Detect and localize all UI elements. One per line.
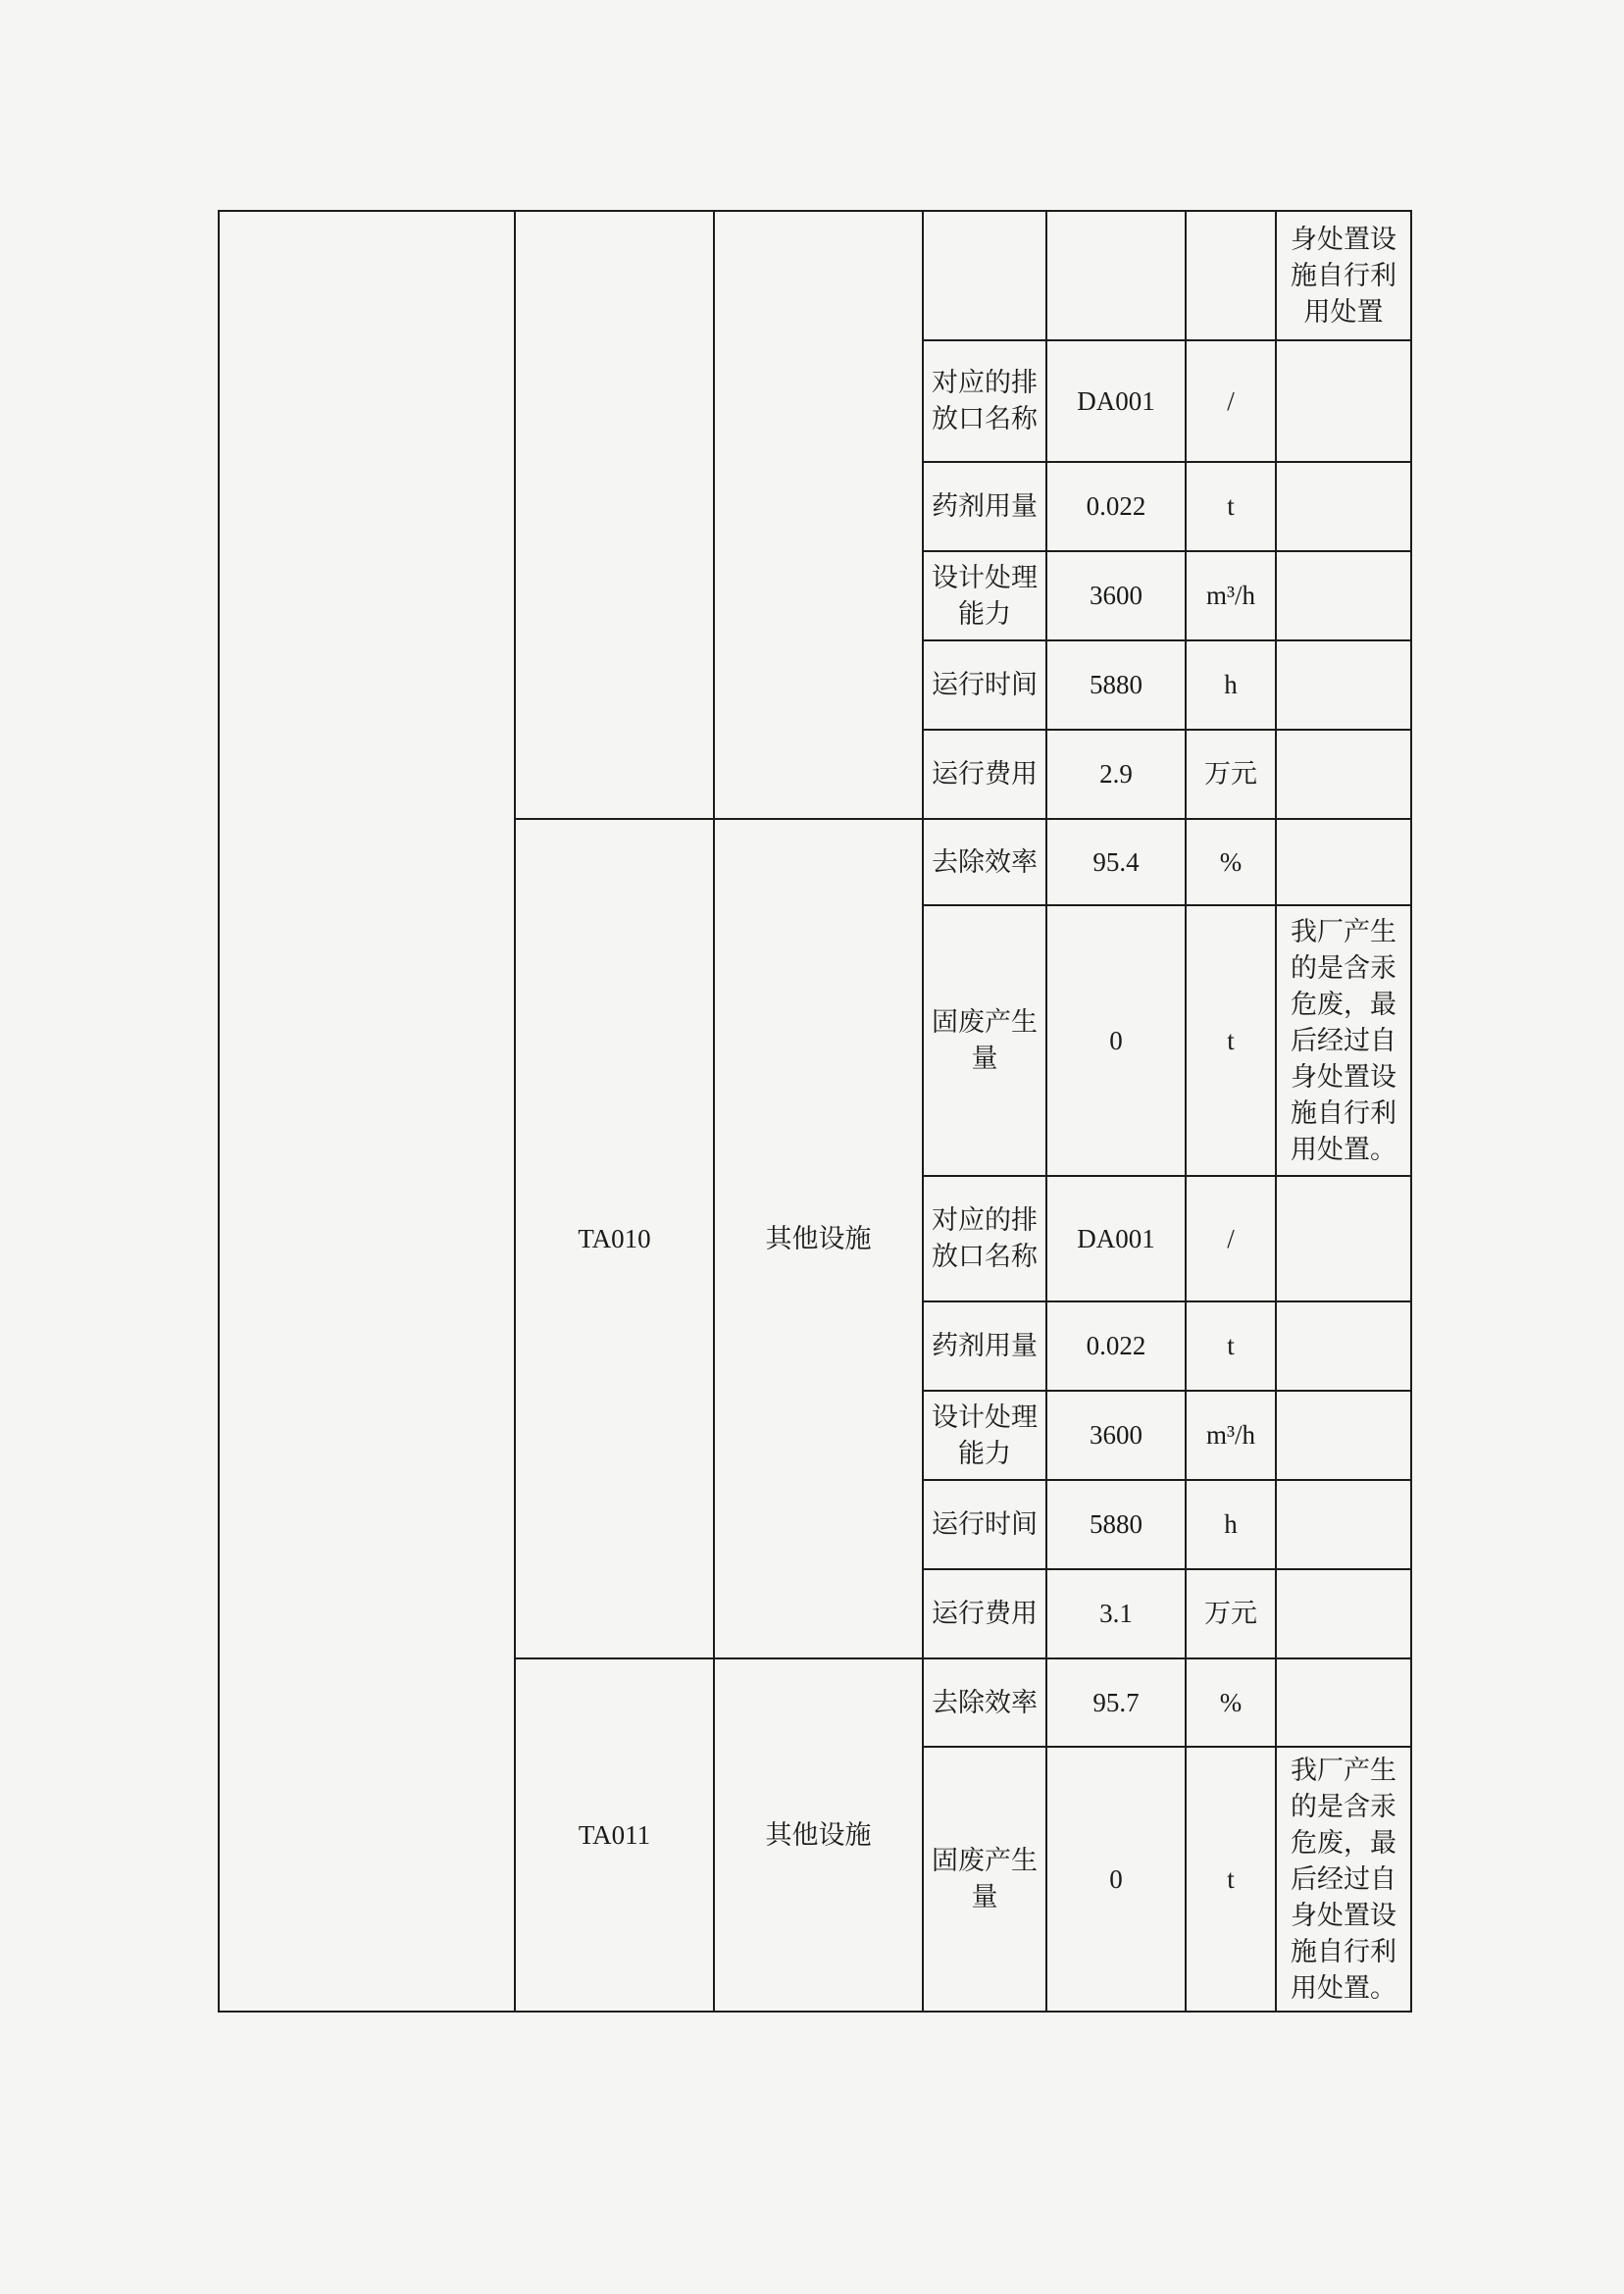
cell-value: 0.022 (1046, 462, 1186, 551)
cell-value: 3.1 (1046, 1569, 1186, 1658)
cell-facility-code (515, 211, 714, 819)
cell-value (1046, 211, 1186, 340)
param-label: 药剂用量 (932, 491, 1038, 521)
param-label: 固废产生量 (932, 1846, 1038, 1912)
cell-facility-code: TA011 (515, 1658, 714, 2012)
cell-note (1276, 1658, 1411, 1747)
cell-unit: 万元 (1186, 1569, 1276, 1658)
cell-unit (1186, 211, 1276, 340)
cell-note (1276, 211, 1411, 340)
param-label: 去除效率 (932, 846, 1038, 877)
cell-facility-type: 其他设施 (714, 1658, 923, 2012)
cell-unit: / (1186, 1176, 1276, 1301)
cell-value: 0 (1046, 1747, 1186, 2012)
cell-note (1276, 1176, 1411, 1301)
cell-param (923, 819, 1046, 905)
cell-value: 3600 (1046, 1391, 1186, 1480)
cell-unit: t (1186, 905, 1276, 1176)
cell-value: 0.022 (1046, 1301, 1186, 1391)
cell-note (1276, 730, 1411, 819)
note-text: 身处置设施自行利用处置 (1291, 224, 1396, 327)
cell-unit: m³/h (1186, 551, 1276, 640)
note-text: 我厂产生的是含汞危废，最后经过自身处置设施自行利用处置。 (1291, 1755, 1396, 2003)
cell-note (1276, 819, 1411, 905)
cell-note (1276, 1569, 1411, 1658)
cell-note (1276, 640, 1411, 730)
facility-parameter-table (218, 210, 1412, 2013)
cell-value: 95.4 (1046, 819, 1186, 905)
param-label: 对应的排放口名称 (932, 368, 1038, 433)
param-label: 运行费用 (932, 759, 1038, 789)
param-label: 设计处理能力 (932, 1402, 1038, 1468)
cell-param (923, 1658, 1046, 1747)
cell-value: 3600 (1046, 551, 1186, 640)
cell-value: DA001 (1046, 340, 1186, 462)
cell-value: 5880 (1046, 1480, 1186, 1569)
param-label: 运行费用 (932, 1599, 1038, 1628)
cell-param (923, 1480, 1046, 1569)
cell-unit: t (1186, 1301, 1276, 1391)
cell-unit: t (1186, 1747, 1276, 2012)
cell-note (1276, 340, 1411, 462)
cell-param (923, 905, 1046, 1176)
cell-unit: / (1186, 340, 1276, 462)
cell-param (923, 211, 1046, 340)
cell-facility-code: TA010 (515, 819, 714, 1658)
param-label: 运行时间 (932, 1509, 1038, 1539)
cell-note (1276, 1391, 1411, 1480)
cell-value: 2.9 (1046, 730, 1186, 819)
cell-unit: h (1186, 1480, 1276, 1569)
cell-note (1276, 462, 1411, 551)
cell-facility-type: 其他设施 (714, 819, 923, 1658)
cell-unit: % (1186, 1658, 1276, 1747)
cell-value: 5880 (1046, 640, 1186, 730)
note-text: 我厂产生的是含汞危废，最后经过自身处置设施自行利用处置。 (1291, 916, 1396, 1164)
cell-param (923, 1391, 1046, 1480)
cell-param (923, 340, 1046, 462)
cell-value: 95.7 (1046, 1658, 1186, 1747)
cell-note (1276, 905, 1411, 1176)
cell-facility-type (714, 211, 923, 819)
cell-value: 0 (1046, 905, 1186, 1176)
cell-param (923, 1301, 1046, 1391)
cell-param (923, 730, 1046, 819)
cell-param (923, 462, 1046, 551)
cell-unit: 万元 (1186, 730, 1276, 819)
cell-category (219, 211, 515, 2012)
param-label: 药剂用量 (932, 1331, 1038, 1360)
cell-value: DA001 (1046, 1176, 1186, 1301)
cell-note (1276, 1747, 1411, 2012)
cell-param (923, 1176, 1046, 1301)
param-label: 固废产生量 (932, 1007, 1038, 1073)
cell-unit: % (1186, 819, 1276, 905)
cell-param (923, 1569, 1046, 1658)
cell-param (923, 551, 1046, 640)
cell-unit: h (1186, 640, 1276, 730)
cell-note (1276, 1301, 1411, 1391)
param-label: 对应的排放口名称 (932, 1205, 1038, 1271)
cell-unit: m³/h (1186, 1391, 1276, 1480)
cell-note (1276, 1480, 1411, 1569)
param-label: 设计处理能力 (932, 562, 1038, 629)
param-label: 去除效率 (932, 1687, 1038, 1717)
cell-unit: t (1186, 462, 1276, 551)
table-row (219, 211, 1411, 340)
cell-note (1276, 551, 1411, 640)
cell-param (923, 1747, 1046, 2012)
cell-param (923, 640, 1046, 730)
param-label: 运行时间 (932, 670, 1038, 699)
